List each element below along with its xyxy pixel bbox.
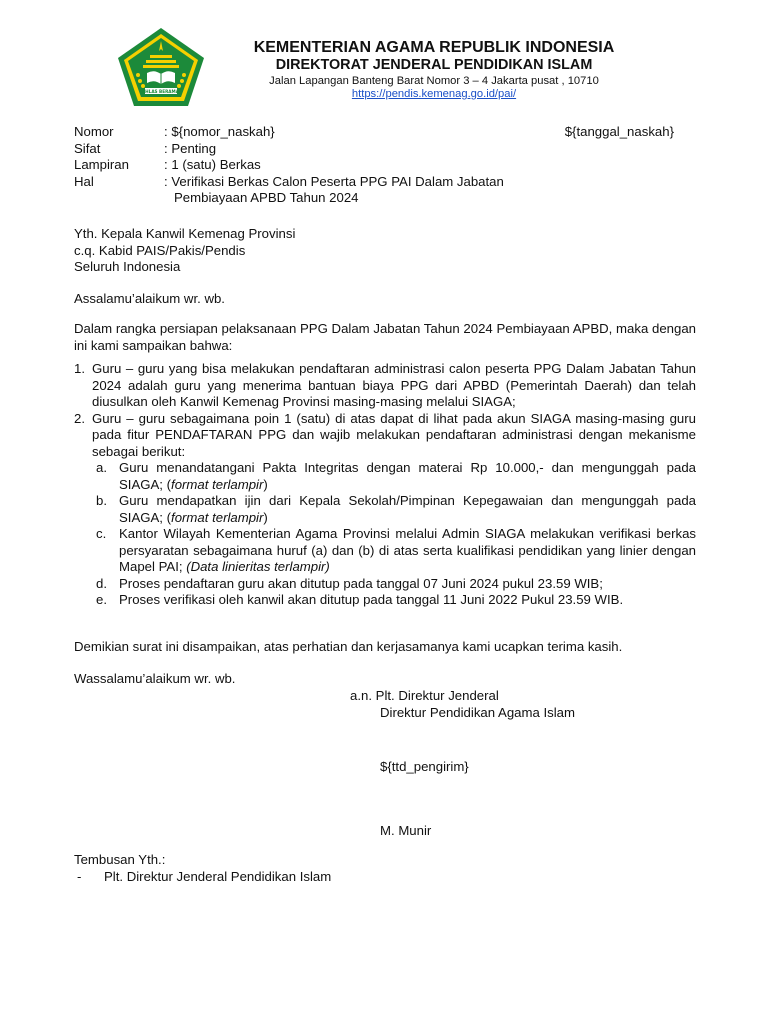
sub-c-text: Kantor Wilayah Kementerian Agama Provinsi melalui Admin SIAGA melakukan verifikasi berkas persyaratan sebagaimana huruf (a) dan (b) di atas serta kualifikasi pendidikan yang linier dengan Mapel PAI; [119, 526, 696, 574]
logo-motto: IKHLAS BERAMAL [140, 89, 182, 94]
signature-an: a.n. Plt. Direktur Jenderal [350, 688, 499, 703]
sub-list-item [92, 460, 696, 493]
list-marker: 1. [74, 361, 85, 376]
list-item [74, 411, 696, 609]
signature-block [350, 688, 710, 721]
sub-e-text: Proses verifikasi oleh kanwil akan ditutup pada tanggal 11 Juni 2022 Pukul 23.59 WIB. [119, 592, 624, 607]
nomor-label: Nomor [74, 124, 114, 139]
sub-d-text: Proses pendaftaran guru akan ditutup pada tanggal 07 Juni 2024 pukul 23.59 WIB; [119, 575, 603, 591]
sub-b-text: Guru mendapatkan ijin dari Kepala Sekolah/Pimpinan Kepegawaian dan mengunggah pada SIAGA; ( [119, 493, 696, 525]
recipient-line-3: Seluruh Indonesia [74, 259, 181, 274]
sub-c-italic: (Data linieritas terlampir) [186, 559, 330, 574]
hal-value-2: Pembiayaan APBD Tahun 2024 [174, 190, 359, 205]
tembusan-dash: - [77, 868, 82, 884]
letter-meta [74, 124, 684, 207]
hal-label: Hal [74, 173, 94, 189]
tembusan-label: Tembusan Yth.: [74, 852, 166, 867]
sub-a-end: ) [263, 476, 268, 492]
lampiran-value: : 1 (satu) Berkas [164, 157, 261, 172]
main-list [74, 361, 696, 609]
sub-marker: b. [96, 493, 107, 508]
greeting: Assalamu’alaikum wr. wb. [74, 291, 225, 306]
sub-list [92, 460, 696, 609]
sifat-label: Sifat [74, 140, 101, 156]
sub-list-item [92, 576, 696, 593]
website-link[interactable]: https://pendis.kemenag.go.id/pai/ [351, 88, 517, 100]
item-2-text: Guru – guru sebagaimana poin 1 (satu) di atas dapat di lihat pada akun SIAGA masing-masing guru pada fitur PENDAFTARAN PPG dan wajib melakukan pendaftaran administrasi dengan mekanisme sebagai berikut: [92, 410, 696, 459]
sub-list-item [92, 493, 696, 526]
list-marker: 2. [74, 410, 85, 426]
sub-list-item [92, 526, 696, 576]
kemenag-logo [116, 27, 206, 107]
lampiran-label: Lampiran [74, 157, 129, 172]
list-item [74, 361, 696, 411]
letterhead [218, 38, 650, 101]
sub-marker: e. [96, 592, 107, 607]
intro-paragraph: Dalam rangka persiapan pelaksanaan PPG Dalam Jabatan Tahun 2024 Pembiayaan APBD, maka dengan ini kami sampaikan bahwa: [74, 321, 696, 353]
sub-a-italic: format terlampir [171, 476, 264, 492]
tembusan-item-1: Plt. Direktur Jenderal Pendidikan Islam [104, 868, 332, 884]
closing-salam: Wassalamu’alaikum wr. wb. [74, 671, 236, 686]
item-1-text: Guru – guru yang bisa melakukan pendaftaran administrasi calon peserta PPG Dalam Jabatan Tahun 2024 adalah guru yang menerima bantuan biaya PPG dari APBD (Pemerintah Daerah) dan telah diusulkan oleh Kanwil Kemenag Provinsi masing-masing melalui SIAGA; [92, 361, 696, 409]
sifat-value: : Penting [164, 140, 217, 156]
recipient-line-2: c.q. Kabid PAIS/Pakis/Pendis [74, 242, 246, 258]
nomor-value: : ${nomor_naskah} [164, 124, 275, 139]
sub-marker: d. [96, 575, 107, 591]
signature-placeholder: ${ttd_pengirim} [380, 759, 469, 774]
sub-marker: c. [96, 526, 107, 541]
signer-name: M. Munir [380, 823, 432, 838]
closing-paragraph: Demikian surat ini disampaikan, atas perhatian dan kerjasamanya kami ucapkan terima kasih. [74, 639, 623, 654]
signature-title: Direktur Pendidikan Agama Islam [380, 704, 575, 720]
office-address: Jalan Lapangan Banteng Barat Nomor 3 – 4 Jakarta pusat , 10710 [269, 75, 599, 87]
letter-date: ${tanggal_naskah} [564, 124, 674, 139]
sub-marker: a. [96, 460, 107, 475]
recipient-block [74, 226, 696, 276]
directorate-name: DIREKTORAT JENDERAL PENDIDIKAN ISLAM [275, 57, 593, 73]
tembusan-block [74, 852, 696, 885]
recipient-line-1: Yth. Kepala Kanwil Kemenag Provinsi [74, 226, 296, 241]
sub-list-item [92, 592, 696, 609]
sub-a-text: Guru menandatangani Pakta Integritas dengan materai Rp 10.000,- dan mengunggah pada SIAGA; ( [119, 460, 696, 492]
hal-value-1: : Verifikasi Berkas Calon Peserta PPG PAI Dalam Jabatan [164, 173, 504, 189]
sub-b-end: ) [263, 509, 268, 525]
sub-b-italic: format terlampir [171, 509, 264, 525]
list-item [74, 869, 696, 886]
ministry-name: KEMENTERIAN AGAMA REPUBLIK INDONESIA [253, 39, 615, 56]
